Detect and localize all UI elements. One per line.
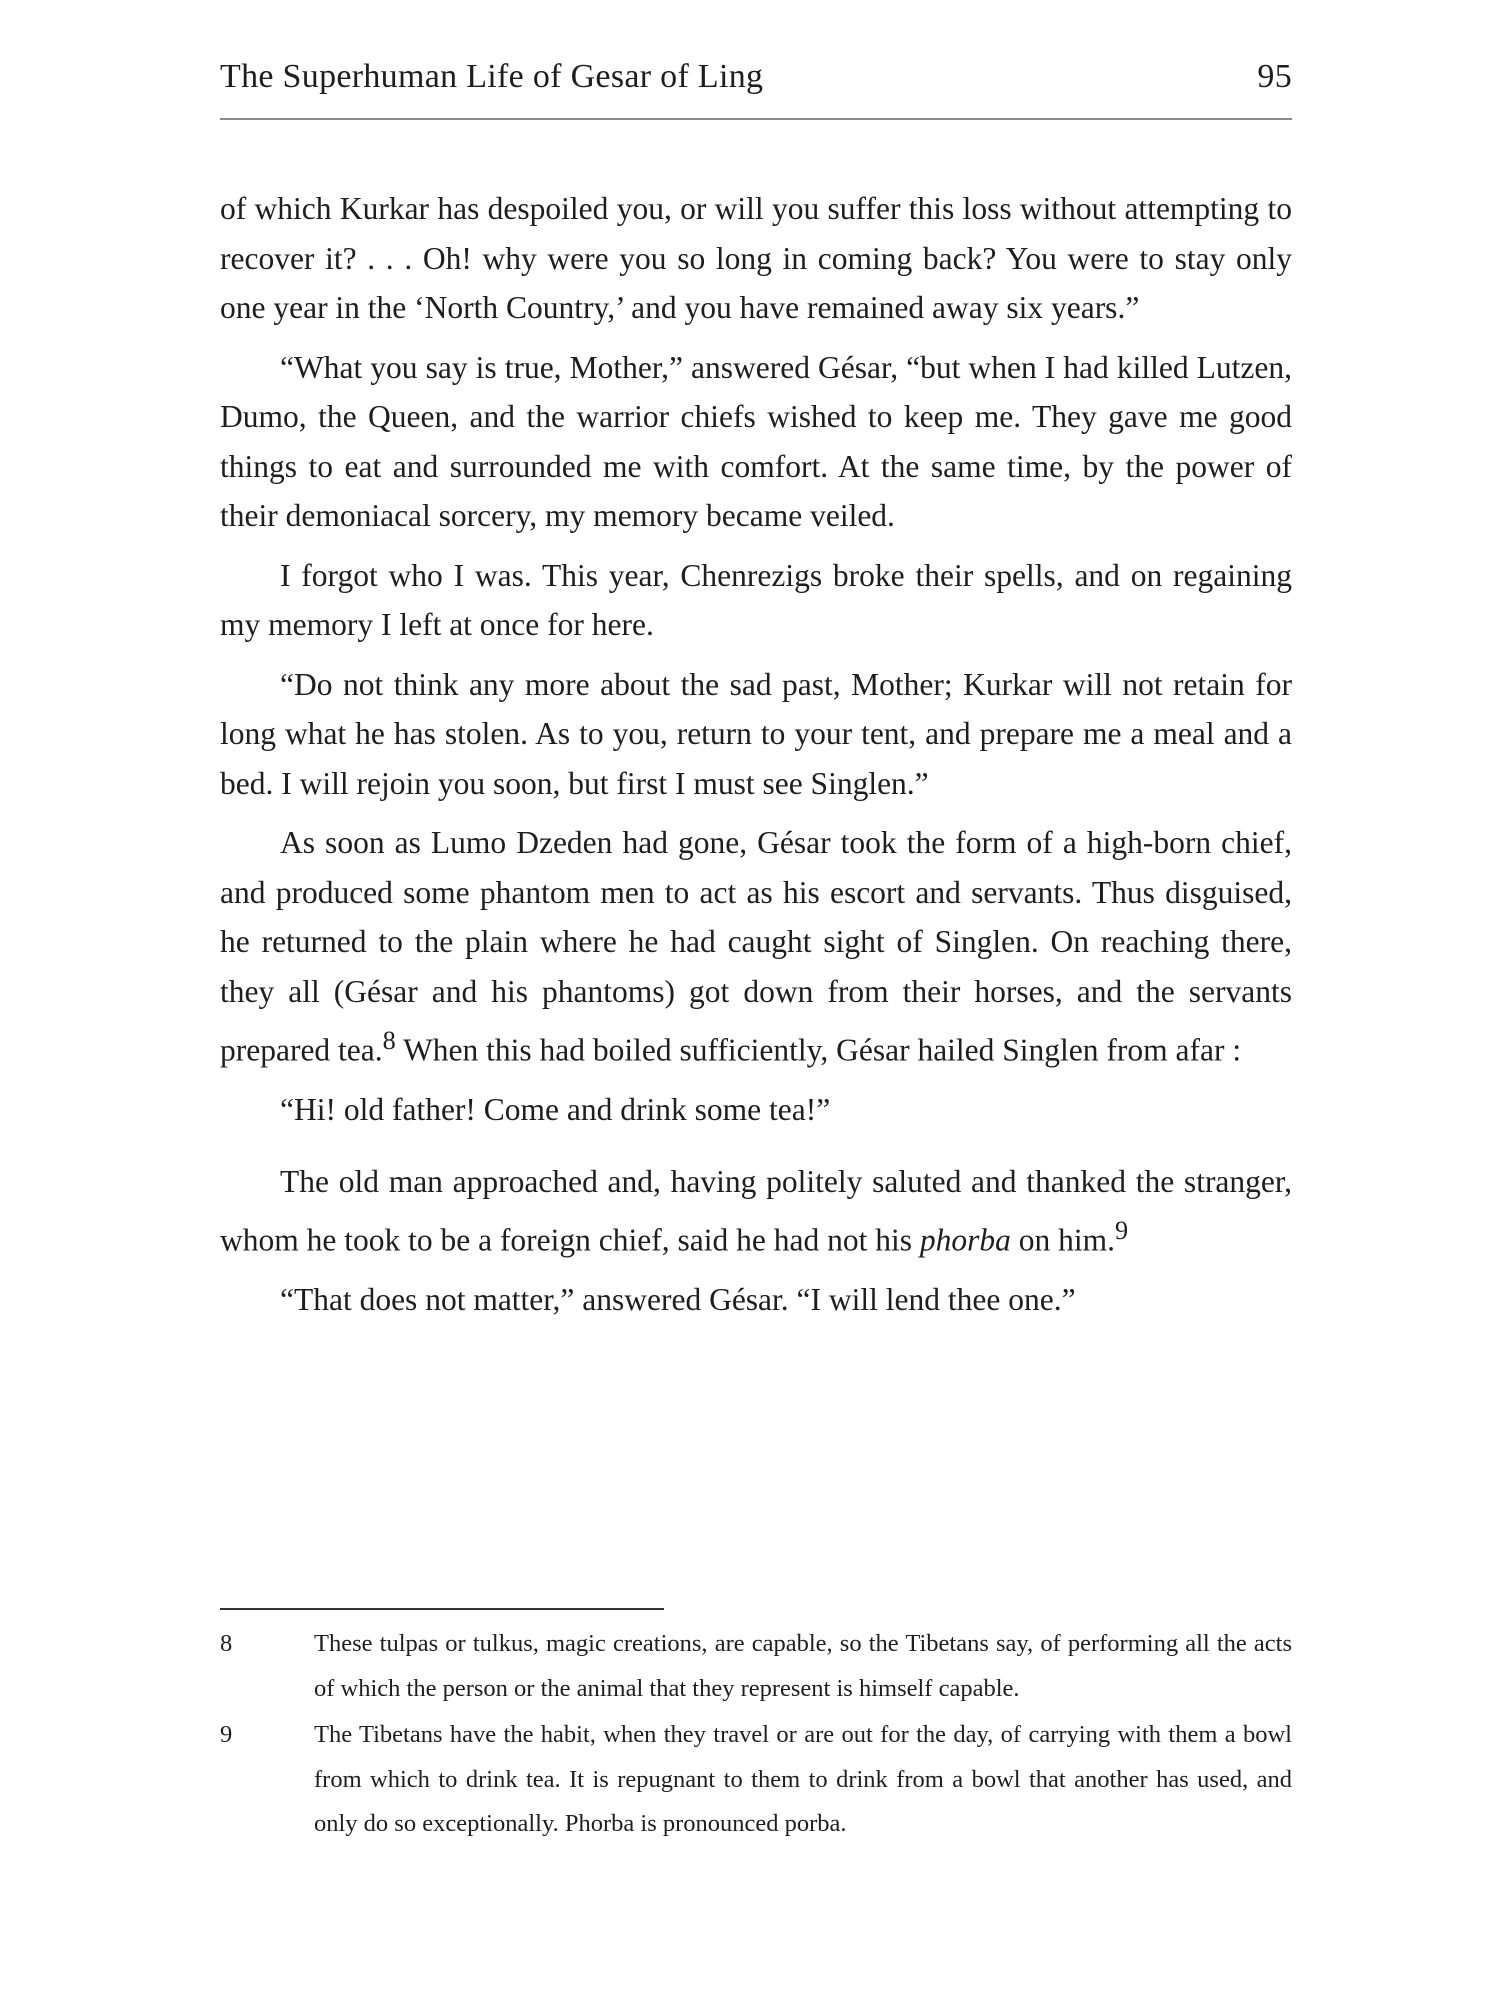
paragraph-3: I forgot who I was. This year, Chenrezigs broke their spells, and on regaining my memory I left at once for here. — [220, 557, 1292, 642]
running-head-title: The Superhuman Life of Gesar of Ling — [220, 58, 764, 95]
paragraph-1: of which Kurkar has despoiled you, or will you suffer this loss without attempting to recover it? . . . Oh! why were you so long in coming back? You were to stay only one year in the ‘North Country,’ and you have remained away six years.” — [220, 191, 1292, 325]
footnotes — [220, 1622, 1292, 1849]
paragraph-5-end: When this had boiled sufficiently, Gésar hailed Singlen from afar : — [395, 1032, 1242, 1068]
paragraph-5-text: As soon as Lumo Dzeden had gone, Gésar took the form of a high-born chief, and produced some phantom men to act as his escort and servants. Thus disguised, he returned to the plain where he had caught sight of Singlen. On reaching there, they all (Gésar and his phantoms) got down from their horses, and the servants prepared tea. — [220, 825, 1292, 1068]
paragraph-4: “Do not think any more about the sad past, Mother; Kurkar will not retain for long what he has stolen. As to you, return to your tent, and prepare me a meal and a bed. I will rejoin you soon, but first I must see Singlen.” — [220, 666, 1292, 801]
footnote-number: 8 — [220, 1630, 233, 1657]
running-head — [220, 58, 1292, 108]
footnote-8 — [220, 1622, 1292, 1711]
page-number: 95 — [1257, 58, 1292, 95]
header-rule — [220, 118, 1292, 120]
footnote-ref-9: 9 — [1115, 1216, 1129, 1245]
phorba-term: phorba — [919, 1222, 1011, 1258]
footnote-rule — [220, 1608, 664, 1610]
paragraph-8: “That does not matter,” answered Gésar. “I will lend thee one.” — [280, 1282, 1076, 1317]
footnote-number: 9 — [220, 1721, 233, 1748]
paragraph-5 — [220, 818, 1292, 1075]
footnote-9 — [220, 1713, 1292, 1847]
paragraph-6: “Hi! old father! Come and drink some tea!” — [280, 1092, 831, 1127]
paragraph-7-mid: on him. — [1010, 1222, 1115, 1258]
footnote-text: The Tibetans have the habit, when they travel or are out for the day, of carrying with them a bowl from which to drink tea. It is repugnant to them to drink from a bowl that another has used, and only do so exceptionally. Phorba is pronounced porba. — [314, 1721, 1292, 1837]
body-text — [220, 184, 1292, 1335]
footnote-ref-8: 8 — [382, 1026, 396, 1055]
paragraph-7 — [220, 1157, 1292, 1266]
paragraph-7-start: The old man approached and, having politely saluted and thanked the stranger, whom he took to be a foreign chief, said he had not his — [220, 1163, 1292, 1258]
paragraph-2: “What you say is true, Mother,” answered Gésar, “but when I had killed Lutzen, Dumo, the Queen, and the warrior chiefs wished to keep me. They gave me good things to eat and surrounded me with comfort. At the same time, by the power of their demoniacal sorcery, my memory became veiled. — [220, 349, 1292, 533]
footnote-text: These tulpas or tulkus, magic creations, are capable, so the Tibetans say, of performing all the acts of which the person or the animal that they represent is himself capable. — [314, 1630, 1292, 1702]
